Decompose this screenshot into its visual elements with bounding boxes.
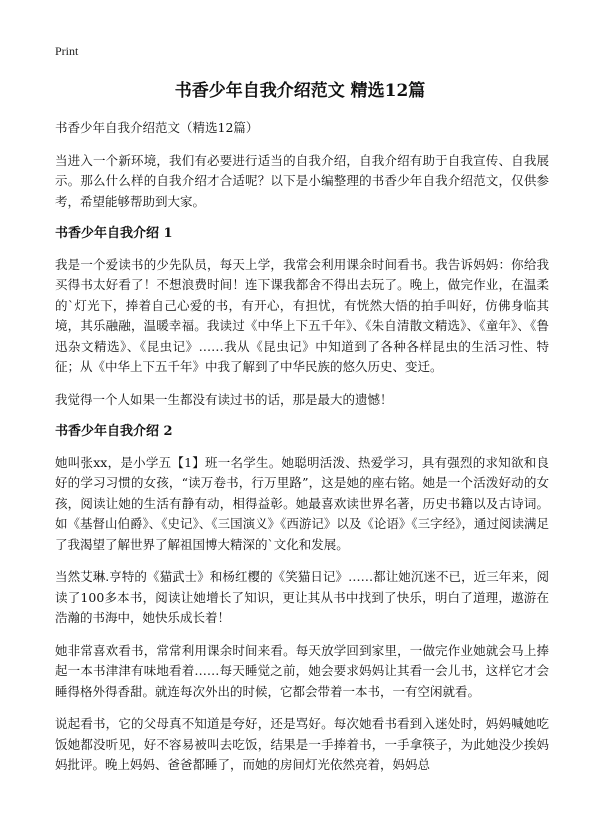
- section-2-paragraph-3: 她非常喜欢看书，常常利用课余时间来看。每天放学回到家里，一做完作业她就会马上捧起一本书津津有味地看着……每天睡觉之前，她会要求妈妈让其看一会儿书，这样它才会睡得格外得香甜。就连每次外出的时候，它都会带着一本书，一有空闲就看。: [55, 642, 549, 699]
- page-title: 书香少年自我介绍范文 精选12篇: [174, 81, 426, 101]
- section-2-paragraph-1: 她叫张xx，是小学五【1】班一名学生。她聪明活泼、热爱学习，具有强烈的求知欲和良好的学习习惯的女孩，“读万卷书，行万里路”，这是她的座右铭。她是一个活泼好动的女孩，阅读让她的生活有静有动，相得益彰。她最喜欢读世界名著，历史书籍以及古诗词。如《基督山伯爵》、《史记》、《三国演义》《西游记》以及《论语》《三字经》，通过阅读满足了我渴望了解世界了解祖国博大精深的`文化和发展。: [55, 454, 549, 552]
- section-1-paragraph-1: 我是一个爱读书的少先队员，每天上学，我常会利用课余时间看书。我告诉妈妈：你给我买得书太好看了！不想浪费时间！连下课我都舍不得出去玩了。晚上，做完作业，在温柔的`灯光下，捧着自己心爱的书，有开心，有担忧，有恍然大悟的拍手叫好，仿佛身临其境，其乐融融，温暖幸福。我读过《中华上下五千年》、《朱自清散文精选》、《童年》、《鲁迅杂文精选》、《昆虫记》……我从《昆虫记》中知道到了各种各样昆虫的生活习性、特征；从《中华上下五千年》中我了解到了中华民族的悠久历史、变迁。: [55, 256, 549, 374]
- article-body: [55, 118, 549, 788]
- section-1-paragraph-2: 我觉得一个人如果一生都没有读过书的话，那是最大的遗憾！: [55, 391, 393, 407]
- section-2-paragraph-4: 说起看书，它的父母真不知道是夸好，还是骂好。每次她看书看到入迷处时，妈妈喊她吃饭她都没听见，好不容易被叫去吃饭，结果是一手捧着书，一手拿筷子，为此她没少挨妈妈批评。晚上妈妈、爸爸都睡了，而她的房间灯光依然亮着，妈妈总: [55, 716, 549, 772]
- section-2-paragraph-2: 当然艾琳.亨特的《猫武士》和杨红樱的《笑猫日记》……都让她沉迷不已，近三年来，阅读了100多本书，阅读让她增长了知识，更让其从书中找到了快乐，明白了道理，遨游在浩瀚的书海中，她快乐成长着！: [55, 569, 549, 625]
- section-heading-2: 书香少年自我介绍 2: [55, 424, 173, 439]
- article-subtitle: 书香少年自我介绍范文（精选12篇）: [55, 120, 259, 135]
- intro-paragraph: 当进入一个新环境，我们有必要进行适当的自我介绍，自我介绍有助于自我宣传、自我展示。那么什么样的自我介绍才合适呢？以下是小编整理的书香少年自我介绍范文，仅供参考，希望能够帮助到大家。: [55, 152, 549, 209]
- section-heading-1: 书香少年自我介绍 1: [55, 226, 173, 241]
- print-label[interactable]: Print: [55, 44, 79, 58]
